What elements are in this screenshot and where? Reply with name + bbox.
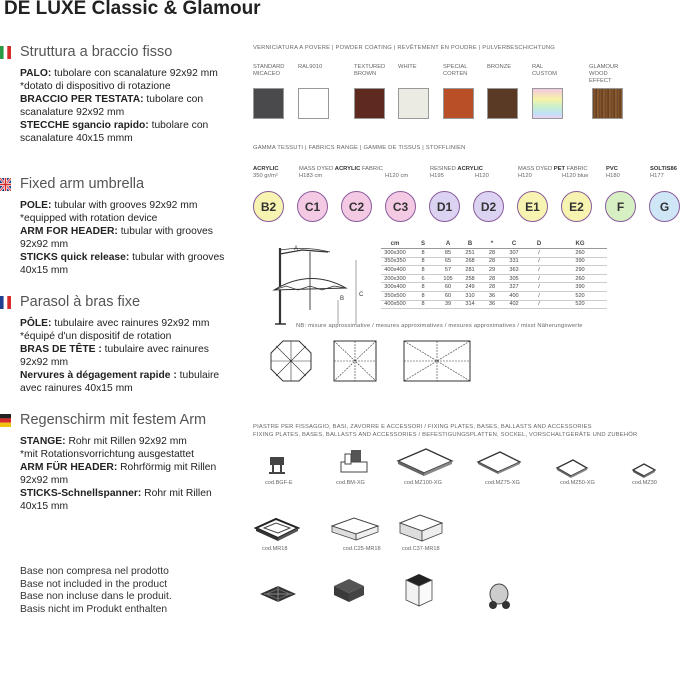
column-header: C — [503, 240, 525, 249]
fabric-circle-e1[interactable]: E1 — [517, 191, 548, 222]
table-cell: 310 — [459, 291, 481, 300]
fabric-label: H120 blue — [562, 173, 589, 179]
dimensions-table — [381, 240, 607, 309]
table-cell: 290 — [553, 266, 607, 275]
table-cell: 28 — [481, 249, 503, 258]
base-note-line: Base not included in the product — [20, 578, 168, 590]
fabric-label: H120 — [475, 173, 489, 179]
swatch-ral-custom[interactable] — [532, 88, 563, 119]
base-note-line: Base non incluse dans le produit. — [20, 591, 172, 603]
small-plate-icon — [555, 458, 589, 480]
accessory-mz75-xg[interactable] — [476, 450, 522, 481]
table-cell: 28 — [481, 274, 503, 283]
table-cell: 305 — [503, 274, 525, 283]
fabric-label: SOLTIS86 H177 — [650, 166, 677, 179]
table-cell: 28 — [481, 257, 503, 266]
table-cell: 260 — [553, 249, 607, 258]
table-cell: / — [525, 249, 553, 258]
cross-base-icon — [258, 582, 298, 610]
measures-note: NB: misure approssimative / mesures approximatives / mesures approximatives / misst Näherungswerte — [296, 323, 583, 329]
fabric-circle-c1[interactable]: C1 — [297, 191, 328, 222]
planter-base-icon — [402, 572, 436, 610]
swatch-label: GLAMOUR WOOD EFFECT — [589, 64, 619, 84]
table-cell: 60 — [437, 291, 459, 300]
diagram-label-a: A — [294, 246, 299, 252]
swatch-label: STANDARD MICACEO — [253, 64, 285, 77]
table-cell: 249 — [459, 283, 481, 292]
spec-list — [0, 199, 235, 278]
accessory-code: cod.MR18 — [262, 546, 288, 552]
column-header: cm — [381, 240, 409, 249]
table-cell: 8 — [409, 300, 437, 309]
powder-caption: VERNICIATURA A POVERE | POWDER COATING | REVÊTEMENT EN POUDRE | PULVERBESCHICHTUNG — [253, 45, 556, 51]
table-header-row — [381, 240, 607, 249]
table-cell: 251 — [459, 249, 481, 258]
table-cell: 29 — [481, 266, 503, 275]
swatch-label: WHITE — [398, 64, 417, 70]
fabric-label: MASS DYED ACRYLIC FABRIC H183 cm — [299, 166, 383, 179]
table-cell: 258 — [459, 274, 481, 283]
accessory-code: cod.C25-MR18 — [343, 546, 381, 552]
accessory-code: cod.BM-XG — [336, 480, 365, 486]
square-base-icon — [332, 576, 366, 606]
table-cell: 331 — [503, 257, 525, 266]
table-cell: 8 — [409, 283, 437, 292]
table-cell: 400x500 — [381, 300, 409, 309]
base-note-line: Base non compresa nel prodotto — [20, 566, 169, 577]
table-cell: 327 — [503, 283, 525, 292]
page-title: DE LUXE Classic & Glamour — [4, 0, 261, 19]
lang-heading: Parasol à bras fixe — [20, 294, 141, 310]
spec-line: STANGE: Rohr mit Rillen 92x92 mm — [20, 436, 187, 447]
accessory-square-base[interactable] — [332, 576, 366, 611]
fabric-circle-b2[interactable]: B2 — [253, 191, 284, 222]
spec-line: STECCHE sgancio rapido: tubolare con scanalature 40x15 mmm — [20, 120, 209, 145]
spec-line: *equipped with rotation device — [20, 213, 158, 225]
table-row — [381, 266, 607, 275]
spec-line: ARM FOR HEADER: tubular with grooves 92x92 mm — [20, 226, 213, 251]
octagon-top-view — [271, 341, 311, 381]
table-cell: / — [525, 300, 553, 309]
swatch-brown[interactable] — [354, 88, 385, 119]
swatch-white[interactable] — [398, 88, 429, 119]
spec-line: PALO: tubolare con scanalature 92x92 mm — [20, 68, 218, 79]
wheeled-base-icon — [484, 580, 514, 610]
swatch-label: RAL CUSTOM — [532, 64, 558, 77]
table-cell: 28 — [481, 283, 503, 292]
umbrella-side-diagram — [266, 240, 381, 331]
swatch-ral9010[interactable] — [298, 88, 329, 119]
fabrics-caption: GAMMA TESSUTI | FABRICS RANGE | GAMME DE TISSUS | STOFFLINIEN — [253, 145, 466, 151]
ballast-tile-icon — [330, 516, 380, 544]
table-cell: 400x400 — [381, 266, 409, 275]
france-flag-icon — [0, 296, 11, 309]
accessory-code: cod.MZ75-XG — [485, 480, 520, 486]
square-top-view — [334, 341, 376, 381]
italy-flag-icon — [0, 46, 11, 59]
table-cell: 363 — [503, 266, 525, 275]
fabric-circle-e2[interactable]: E2 — [561, 191, 592, 222]
ballast-block-icon — [398, 513, 444, 545]
lang-section-en — [0, 174, 235, 278]
accessory-code: cod.MZ100-XG — [404, 480, 442, 486]
spec-line: STICKS quick release: tubular with grooves 40x15 mm — [20, 252, 225, 277]
swatch-label: TEXTURED BROWN — [354, 64, 386, 77]
table-cell: 8 — [409, 249, 437, 258]
table-cell: 402 — [503, 300, 525, 309]
table-cell: / — [525, 266, 553, 275]
lang-heading: Fixed arm umbrella — [20, 176, 145, 192]
spec-line: *dotato di dispositivo di rotazione — [20, 81, 171, 93]
table-cell: 390 — [553, 283, 607, 292]
diagram-label-b: B — [340, 296, 345, 302]
swatch-label: RAL9010 — [298, 64, 323, 70]
table-cell: 520 — [553, 300, 607, 309]
spec-line: STICKS-Schnellspanner: Rohr mit Rillen 40x15 mm — [20, 488, 212, 513]
table-cell: 8 — [409, 291, 437, 300]
base-note — [20, 566, 172, 612]
fabric-circle-d2[interactable]: D2 — [473, 191, 504, 222]
table-cell: 36 — [481, 291, 503, 300]
lang-heading: Struttura a braccio fisso — [20, 44, 173, 60]
table-cell: 314 — [459, 300, 481, 309]
fabric-circle-c3[interactable]: C3 — [385, 191, 416, 222]
swatch-label: BRONZE — [487, 64, 512, 70]
table-cell: 36 — [481, 300, 503, 309]
table-cell: 300x400 — [381, 283, 409, 292]
column-header: A — [437, 240, 459, 249]
swatch-micaceo[interactable] — [253, 88, 284, 119]
table-row — [381, 274, 607, 283]
spec-line: PÔLE: tubulaire avec rainures 92x92 mm — [20, 318, 210, 329]
accessory-planter-base[interactable] — [402, 572, 436, 615]
table-cell: 260 — [553, 274, 607, 283]
table-cell: 85 — [437, 249, 459, 258]
table-row — [381, 300, 607, 309]
spec-list — [0, 67, 235, 146]
table-cell: 105 — [437, 274, 459, 283]
spec-line: *équipé d'un dispositif de rotation — [20, 331, 172, 343]
table-cell: 200x300 — [381, 274, 409, 283]
accessory-bgf-e[interactable] — [266, 453, 290, 482]
dimensions-table-wrap — [381, 240, 607, 309]
spec-list — [0, 317, 235, 396]
rectangle-top-view — [404, 341, 470, 381]
fabric-label: ACRYLIC 350 gr/m² — [253, 166, 279, 179]
spec-line: ARM FÜR HEADER: Rohrförmig mit Rillen 92x92 mm — [20, 462, 217, 487]
column-header: S — [409, 240, 437, 249]
column-header: D — [525, 240, 553, 249]
table-cell: 300x300 — [381, 249, 409, 258]
spec-line: BRACCIO PER TESTATA: tubolare con scanalature 92x92 mm — [20, 94, 204, 119]
table-cell: 39 — [437, 300, 459, 309]
table-cell: / — [525, 257, 553, 266]
fabric-circle-d1[interactable]: D1 — [429, 191, 460, 222]
accessory-bm-xg[interactable] — [337, 448, 369, 483]
column-header: KG — [553, 240, 607, 249]
accessory-c37-mr18[interactable] — [398, 513, 444, 550]
table-cell: 281 — [459, 266, 481, 275]
swatch-corten[interactable] — [443, 88, 474, 119]
spec-line: BRAS DE TÊTE : tubulaire avec rainures 92x92 mm — [20, 344, 209, 369]
table-cell: 350x500 — [381, 291, 409, 300]
table-row — [381, 283, 607, 292]
mini-plate-icon — [631, 462, 657, 480]
spec-line: POLE: tubular with grooves 92x92 mm — [20, 200, 198, 211]
lang-section-de — [0, 410, 235, 514]
top-view-diagrams — [266, 339, 486, 394]
table-cell: 8 — [409, 266, 437, 275]
fabric-circle-f[interactable]: F — [605, 191, 636, 222]
accessory-code: cod.BGF-E — [265, 480, 293, 486]
lang-heading: Regenschirm mit festem Arm — [20, 412, 207, 428]
table-cell: / — [525, 291, 553, 300]
spec-line: *mit Rotationsvorrichtung ausgestattet — [20, 449, 194, 461]
table-row — [381, 249, 607, 258]
medium-plate-icon — [476, 450, 522, 476]
spec-list — [0, 435, 235, 514]
diagram-label-c: C — [359, 292, 364, 298]
accessory-code: cod.MZ30 — [632, 480, 657, 486]
fabric-circle-c2[interactable]: C2 — [341, 191, 372, 222]
table-cell: / — [525, 283, 553, 292]
column-header: B — [459, 240, 481, 249]
accessory-code: cod.C37-MR18 — [402, 546, 440, 552]
table-cell: 390 — [553, 257, 607, 266]
accessories-caption-1: PIASTRE PER FISSAGGIO, BASI, ZAVORRE E ACCESSORI / FIXING PLATES, BASES, BALLASTS AND ACCESSORIES — [253, 424, 592, 430]
large-plate-icon — [396, 447, 454, 477]
germany-flag-icon — [0, 414, 11, 427]
fixing-plate-icon — [266, 453, 290, 477]
lang-section-fr — [0, 292, 235, 396]
accessory-c25-mr18[interactable] — [330, 516, 380, 549]
accessory-code: cod.MZ50-XG — [560, 480, 595, 486]
base-note-line: Basis nicht im Produkt enthalten — [20, 603, 168, 612]
table-cell: 307 — [503, 249, 525, 258]
table-cell: 8 — [409, 257, 437, 266]
uk-flag-icon — [0, 178, 11, 191]
fabric-label: PVC H180 — [606, 166, 620, 179]
spec-line: Nervures à dégagement rapide : tubulaire avec rainures 40x15 mm — [20, 370, 220, 395]
fabric-label: MASS DYED PET FABRIC H120 — [518, 166, 588, 179]
base-frame-icon — [254, 516, 300, 544]
fabric-label: RESINED ACRYLIC H195 — [430, 166, 483, 179]
base-bracket-icon — [337, 448, 369, 478]
accessory-cross-base[interactable] — [258, 582, 298, 615]
table-row — [381, 257, 607, 266]
table-cell: 350x350 — [381, 257, 409, 266]
swatch-label: SPECIAL CORTEN — [443, 64, 468, 77]
table-cell: 6 — [409, 274, 437, 283]
swatch-wood-effect[interactable] — [592, 88, 623, 119]
accessory-wheeled-base[interactable] — [484, 580, 514, 615]
table-cell: 57 — [437, 266, 459, 275]
accessory-mz100-xg[interactable] — [396, 447, 454, 482]
table-cell: 268 — [459, 257, 481, 266]
fabric-circle-g[interactable]: G — [649, 191, 680, 222]
table-cell: 520 — [553, 291, 607, 300]
table-cell: 60 — [437, 283, 459, 292]
lang-section-it — [0, 42, 235, 146]
table-row — [381, 291, 607, 300]
accessory-mr18[interactable] — [254, 516, 300, 549]
table-cell: 400 — [503, 291, 525, 300]
fabric-label: H120 cm — [385, 173, 409, 179]
accessories-caption-2: FIXING PLATES, BASES, BALLASTS AND ACCESSORIES / BEFESTIGUNGSPLATTEN, SOCKEL, VORSCHALTGERÄTE UND ZUBEHÖR — [253, 432, 638, 438]
column-header: * — [481, 240, 503, 249]
swatch-bronze[interactable] — [487, 88, 518, 119]
table-cell: / — [525, 274, 553, 283]
table-cell: 65 — [437, 257, 459, 266]
